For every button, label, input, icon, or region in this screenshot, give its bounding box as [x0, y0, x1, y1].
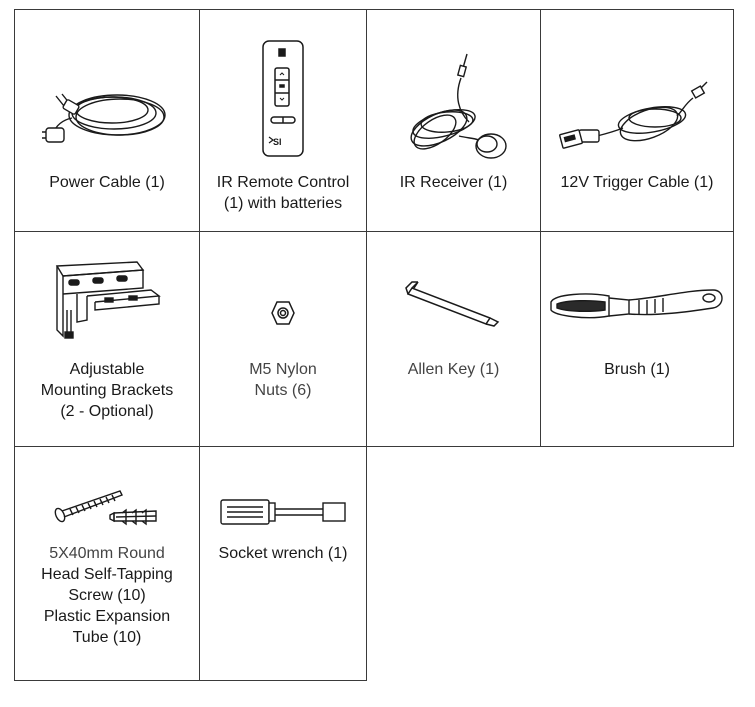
cell-screws	[14, 446, 200, 681]
power-cable-caption: Power Cable (1)	[49, 174, 165, 191]
cell-nylon-nuts	[199, 231, 367, 447]
cell-mounting-brackets	[14, 231, 200, 447]
ir-remote-caption: IR Remote Control (1) with batteries	[216, 174, 350, 212]
power-cable-image	[15, 80, 199, 150]
brush-caption: Brush (1)	[604, 361, 670, 378]
trigger-cable-image	[541, 78, 733, 158]
cell-brush	[540, 231, 734, 447]
ir-receiver-caption: IR Receiver (1)	[399, 174, 508, 191]
ir-remote-image	[200, 40, 366, 158]
allen-key-caption: Allen Key (1)	[407, 361, 500, 378]
mounting-brackets-image	[15, 260, 199, 342]
socket-wrench-image	[200, 497, 366, 527]
screws-caption: 5X40mm Round Head Self-Tapping Screw (10) Plastic Expansion Tube (10)	[41, 545, 173, 646]
ir-receiver-image	[367, 52, 540, 162]
nylon-nut-image	[200, 300, 366, 326]
allen-key-image	[367, 280, 540, 330]
cell-power-cable	[14, 9, 200, 232]
brush-image	[541, 284, 733, 328]
cell-socket-wrench	[199, 446, 367, 681]
mounting-brackets-caption: Adjustable Mounting Brackets (2 - Optional)	[40, 361, 174, 420]
remote-logo: SI	[273, 137, 282, 147]
cell-trigger-cable	[540, 9, 734, 232]
trigger-cable-caption: 12V Trigger Cable (1)	[560, 174, 714, 191]
socket-wrench-caption: Socket wrench (1)	[218, 545, 348, 562]
cell-ir-receiver	[366, 9, 541, 232]
cell-allen-key	[366, 231, 541, 447]
screw-and-tube-image	[15, 485, 199, 527]
cell-ir-remote	[199, 9, 367, 232]
nylon-nuts-caption: M5 Nylon Nuts (6)	[249, 361, 317, 399]
